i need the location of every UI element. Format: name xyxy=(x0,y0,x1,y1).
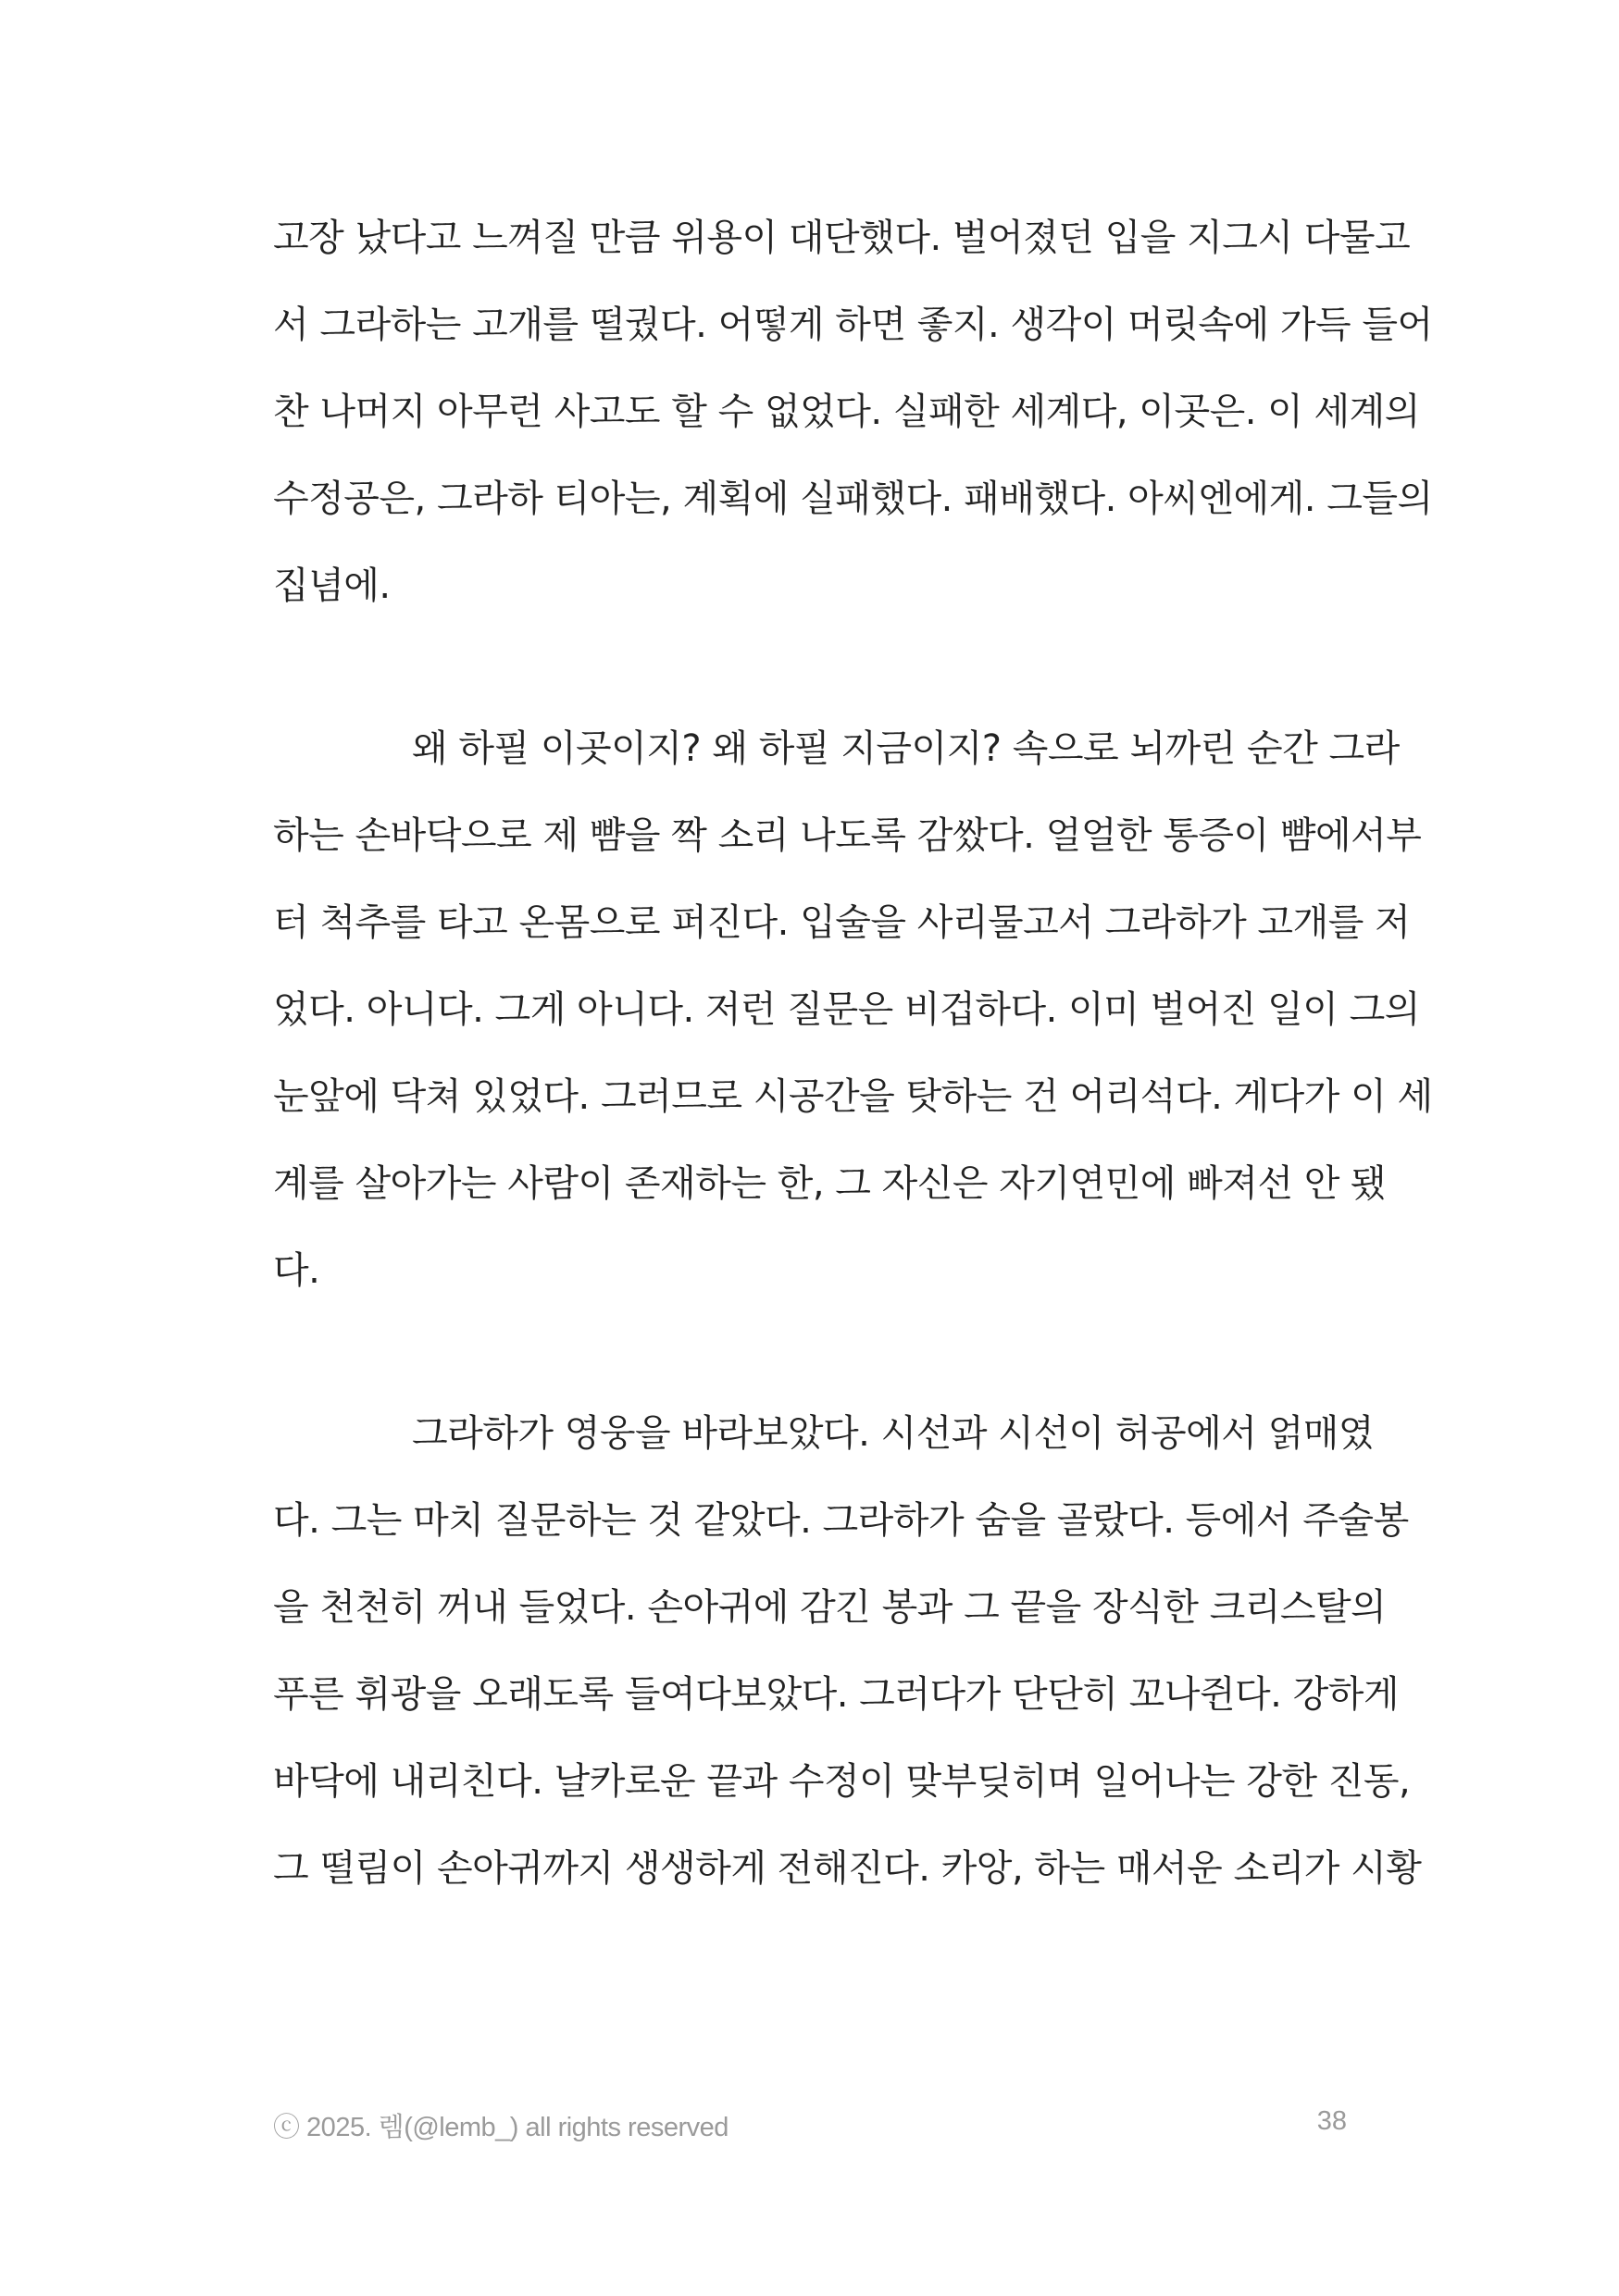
text-line: 을 천천히 꺼내 들었다. 손아귀에 감긴 봉과 그 끝을 장식한 크리스탈의 xyxy=(273,1586,1387,1629)
text-line: 터 척추를 타고 온몸으로 퍼진다. 입술을 사리물고서 그라하가 고개를 저 xyxy=(273,901,1411,944)
text-line: 그 떨림이 손아귀까지 생생하게 전해진다. 카앙, 하는 매서운 소리가 시황 xyxy=(273,1847,1422,1890)
text-line: 고장 났다고 느껴질 만큼 위용이 대단했다. 벌어졌던 입을 지그시 다물고 xyxy=(273,217,1411,259)
text-line: 다. 그는 마치 질문하는 것 같았다. 그라하가 숨을 골랐다. 등에서 주술봉 xyxy=(273,1499,1409,1542)
copyright-notice: ⓒ 2025. 렘(@lemb_) all rights reserved xyxy=(273,2113,729,2142)
text-line: 집념에. xyxy=(273,565,391,607)
text-line: 눈앞에 닥쳐 있었다. 그러므로 시공간을 탓하는 건 어리석다. 게다가 이 세 xyxy=(273,1075,1433,1118)
text-line: 수정공은, 그라하 티아는, 계획에 실패했다. 패배했다. 아씨엔에게. 그들의 xyxy=(273,478,1433,520)
text-line: 그라하가 영웅을 바라보았다. 시선과 시선이 허공에서 얽매였 xyxy=(412,1412,1375,1455)
text-line: 왜 하필 이곳이지? 왜 하필 지금이지? 속으로 뇌까린 순간 그라 xyxy=(412,727,1400,770)
text-line: 바닥에 내리친다. 날카로운 끝과 수정이 맞부딪히며 일어나는 강한 진동, xyxy=(273,1760,1411,1803)
text-line: 서 그라하는 고개를 떨궜다. 어떻게 하면 좋지. 생각이 머릿속에 가득 들어 xyxy=(273,304,1433,346)
text-line: 계를 살아가는 사람이 존재하는 한, 그 자신은 자기연민에 빠져선 안 됐 xyxy=(273,1162,1387,1205)
page-footer xyxy=(273,2106,1347,2143)
paragraph-1 xyxy=(273,194,1433,629)
text-line: 하는 손바닥으로 제 뺨을 짝 소리 나도록 감쌌다. 얼얼한 통증이 뺨에서부 xyxy=(273,814,1422,857)
paragraph-3 xyxy=(273,1390,1422,1912)
text-line: 다. xyxy=(273,1249,320,1292)
text-line: 찬 나머지 아무런 사고도 할 수 없었다. 실패한 세계다, 이곳은. 이 세계의 xyxy=(273,391,1420,433)
text-line: 푸른 휘광을 오래도록 들여다보았다. 그러다가 단단히 꼬나쥔다. 강하게 xyxy=(273,1673,1399,1716)
paragraph-2 xyxy=(273,705,1433,1314)
page-number: 38 xyxy=(1316,2106,1347,2136)
text-line: 었다. 아니다. 그게 아니다. 저런 질문은 비겁하다. 이미 벌어진 일이 그의 xyxy=(273,988,1420,1031)
